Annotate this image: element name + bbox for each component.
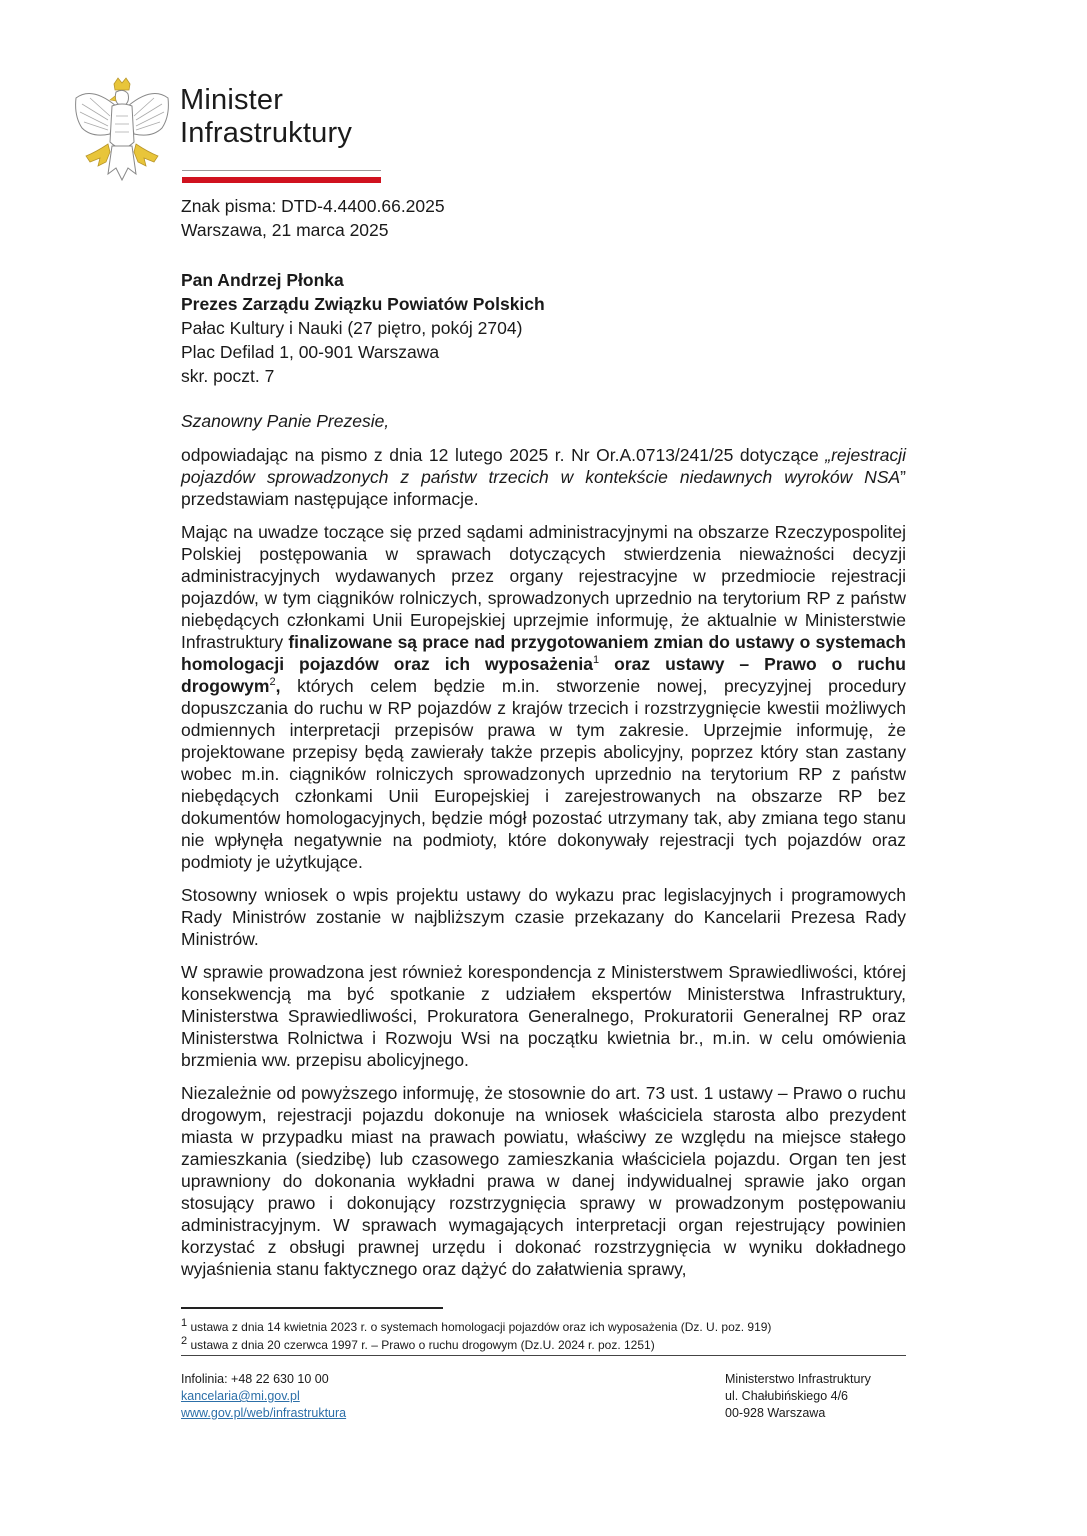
city: 00-928 Warszawa [725, 1406, 826, 1420]
footnote-ref[interactable]: 1 [593, 654, 600, 667]
brand-line-1: Minister [180, 84, 284, 116]
polish-eagle-icon [72, 76, 172, 182]
paragraph: Stosowny wniosek o wpis projektu ustawy do wykazu prac legislacyjnych i programowych Rady Ministrów zostanie w najbliższym czasie przekazany do Kancelarii Prezesa Rady Ministrów. [181, 885, 906, 949]
paragraph [181, 521, 906, 873]
text-run: których celem będzie m.in. stworzenie nowej, precyzyjnej procedury dopuszczania do ruchu w RP pojazdów z krajów trzecich i rozstrzygnięcie kwestii możliwych odmiennych interpretacji przepisów prawa w tym zakresie. Uprzejmie informuję, że projektowane przepisy będą zawierały także przepis abolicyjny, poprzez który stan zastany wobec m.in. ciągników rolniczych sprowadzonych uprzednio na terytorium RP z państw niebędących członkami Unii Europejskiej i zarejestrowanych na obszarze RP bez dokumentów homologacyjnych, będzie mógł pozostać utrzymany tak, aby zmiana tego stanu nie wpłynęła negatywnie na podmioty, które dokonywały rejestracji tych pojazdów oraz podmioty je użytkujące. [181, 676, 906, 872]
recipient-block [181, 268, 545, 388]
footer-address [725, 1371, 871, 1422]
recipient-address-line: skr. poczt. 7 [181, 366, 275, 386]
footnote-mark: 1 [181, 1317, 188, 1329]
header-divider-red [182, 177, 381, 183]
letter-body [181, 410, 906, 1291]
footnote-text: ustawa z dnia 20 czerwca 1997 r. – Prawo o ruchu drogowym (Dz.U. 2024 r. poz. 1251) [187, 1338, 655, 1352]
recipient-name: Pan Andrzej Płonka [181, 270, 344, 290]
recipient-title: Prezes Zarządu Związku Powiatów Polskich [181, 294, 545, 314]
recipient-address-line: Pałac Kultury i Nauki (27 piętro, pokój 2704) [181, 318, 523, 338]
footnote-ref[interactable]: 2 [269, 676, 276, 689]
footer-contact [181, 1371, 346, 1422]
recipient-address-line: Plac Defilad 1, 00-901 Warszawa [181, 342, 440, 362]
letter-meta [181, 194, 445, 242]
reference-number: Znak pisma: DTD-4.4400.66.2025 [181, 196, 445, 216]
brand-line-2: Infrastruktury [180, 117, 353, 149]
paragraph: Niezależnie od powyższego informuję, że stosownie do art. 73 ust. 1 ustawy – Prawo o ruchu drogowym, rejestracji pojazdu dokonuje na wniosek właściciela starosta albo prezydent miasta w przypadku miast na prawach powiatu, właściwy ze względu na miejsce stałego zamieszkania (siedzibę) lub czasowego zamieszkania właściciela pojazdu. Organ ten jest uprawniony do dokonania wykładni prawa w danej indywidualnej sprawie jako organ stosujący prawo i dokonujący rozstrzygnięcia sprawy w prowadzonym postępowaniu administracyjnym. W sprawach wymagających interpretacji organ rejestrujący powinien korzystać z obsługi prawnej urzędu i dokonać rozstrzygnięcia w wyniku dokładnego wyjaśnienia stanu faktycznego oraz dążyć do załatwienia sprawy, [181, 1083, 906, 1279]
street: ul. Chałubińskiego 4/6 [725, 1389, 848, 1403]
footnote [181, 1318, 771, 1336]
footnote-mark: 2 [181, 1335, 188, 1347]
footnote-separator [181, 1307, 443, 1309]
footnotes [181, 1318, 771, 1354]
quoted-title: „rejestracji pojazdów sprowadzonych z państw trzecich w kontekście niedawnych wyroków NSA [181, 445, 906, 487]
emphasis: , [275, 676, 281, 696]
website-link[interactable]: www.gov.pl/web/infrastruktura [181, 1406, 347, 1420]
ministry-brand [180, 84, 352, 150]
paragraph: W sprawie prowadzona jest również korespondencja z Ministerstwem Sprawiedliwości, której konsekwencją ma być spotkanie z udziałem ekspertów Ministerstwa Infrastruktury, Ministerstwa Sprawiedliwości, Prokuratora Generalnego, Prokuratorii Generalnej RP oraz Ministerstwa Rolnictwa i Rozwoju Wsi na początku kwietnia br., m.in. w celu omówienia brzmienia ww. przepisu abolicyjnego. [181, 962, 906, 1070]
emphasis: finalizowane są prace nad przygotowaniem zmian do ustawy o systemach homologacji pojazdów oraz ich wyposażenia [181, 632, 906, 674]
email-link[interactable]: kancelaria@mi.gov.pl [181, 1389, 300, 1403]
text-run: Mając na uwadze toczące się przed sądami administracyjnymi na obszarze Rzeczypospolitej Polskiej postępowania w sprawach dotyczących stwierdzenia nieważności decyzji administracyjnych wydawanych przez organy rejestracyjne w przedmiocie rejestracji pojazdów, w tym ciągników rolniczych, sprowadzonych uprzednio na terytorium RP z państw niebędących członkami Unii Europejskiej uprzejmie informuję, że aktualnie w Ministerstwie Infrastruktury [181, 522, 906, 652]
text-run: odpowiadając na pismo z dnia 12 lutego 2025 r. Nr Or.A.0713/241/25 dotyczące [181, 445, 826, 465]
footnote-text: ustawa z dnia 14 kwietnia 2023 r. o systemach homologacji pojazdów oraz ich wyposażenia (Dz. U. poz. 919) [187, 1320, 772, 1334]
place-date: Warszawa, 21 marca 2025 [181, 220, 389, 240]
header-divider-gray [182, 170, 381, 171]
paragraph [181, 444, 906, 510]
infoline: Infolinia: +48 22 630 10 00 [181, 1372, 329, 1386]
footnote [181, 1336, 771, 1354]
text-run: ” przedstawiam następujące informacje. [181, 467, 906, 509]
footer-divider [181, 1355, 906, 1356]
org-name: Ministerstwo Infrastruktury [725, 1372, 871, 1386]
greeting: Szanowny Panie Prezesie, [181, 411, 390, 431]
emphasis: oraz ustawy – Prawo o ruchu drogowym [181, 654, 906, 696]
